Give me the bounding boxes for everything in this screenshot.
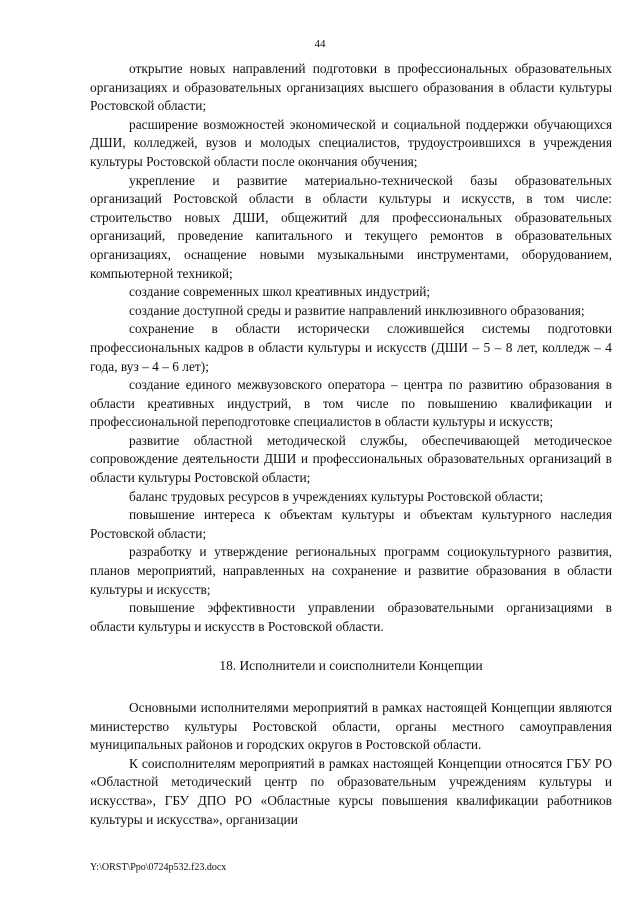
list-item: сохранение в области исторически сложившейся системы подготовки профессиональных кадров в области культуры и искусств (ДШИ – 5 – 8 лет, колледж – 4 года, вуз – 4 – 6 лет); bbox=[90, 321, 612, 374]
section-paragraph: Основными исполнителями мероприятий в рамках настоящей Концепции являются министерство культуры Ростовской области, органы местного самоуправления муниципальных районов и городских округов в Ростовской области. bbox=[90, 700, 612, 753]
list-item: создание современных школ креативных индустрий; bbox=[129, 284, 431, 300]
list-item: разработку и утверждение региональных программ социокультурного развития, планов мероприятий, направленных на сохранение и развитие образования в области культуры и искусств; bbox=[90, 544, 612, 597]
document-body bbox=[90, 60, 612, 829]
list-item: создание доступной среды и развитие направлений инклюзивного образования; bbox=[129, 302, 585, 318]
list-item: укрепление и развитие материально-технической базы образовательных организаций Ростовской области в области культуры и искусств, в том числе: строительство новых ДШИ, общежитий для профессиональных образовательных организаций, проведение капитального и текущего ремонтов в образовательных организациях, оснащение новыми музыкальными инструментами, оборудованием, компьютерной техникой; bbox=[90, 172, 612, 281]
section-paragraph: К соисполнителям мероприятий в рамках настоящей Концепции относятся ГБУ РО «Областной методический центр по образовательным учреждениям культуры и искусства», ГБУ ДПО РО «Областные курсы повышения квалификации работников культуры и искусства», организации bbox=[90, 755, 612, 827]
page-number: 44 bbox=[314, 38, 326, 50]
section-heading: 18. Исполнители и соисполнители Концепции bbox=[219, 658, 483, 674]
list-item: баланс трудовых ресурсов в учреждениях культуры Ростовской области; bbox=[129, 488, 544, 504]
list-item: развитие областной методической службы, обеспечивающей методическое сопровождение деятельности ДШИ и профессиональных образовательных организаций в области культуры Ростовской области; bbox=[90, 432, 612, 486]
footer-file-path: Y:\ORST\Ppo\0724p532.f23.docx bbox=[90, 862, 227, 873]
list-item: повышение эффективности управлении образовательными организациями в области культуры и искусств в Ростовской области. bbox=[90, 600, 612, 634]
list-item: создание единого межвузовского оператора – центра по развитию образования в области креативных индустрий, в том числе по повышению квалификации и профессиональной переподготовке специалистов в области культуры и искусств; bbox=[90, 377, 612, 430]
list-item: расширение возможностей экономической и социальной поддержки обучающихся ДШИ, колледжей, вузов и молодых специалистов, трудоустроившихся в учреждения культуры Ростовской области после окончания обучения; bbox=[90, 116, 612, 169]
list-item: открытие новых направлений подготовки в профессиональных образовательных организациях и образовательных организациях высшего образования в области культуры Ростовской области; bbox=[90, 61, 612, 114]
list-item: повышение интереса к объектам культуры и объектам культурного наследия Ростовской области; bbox=[90, 507, 612, 541]
